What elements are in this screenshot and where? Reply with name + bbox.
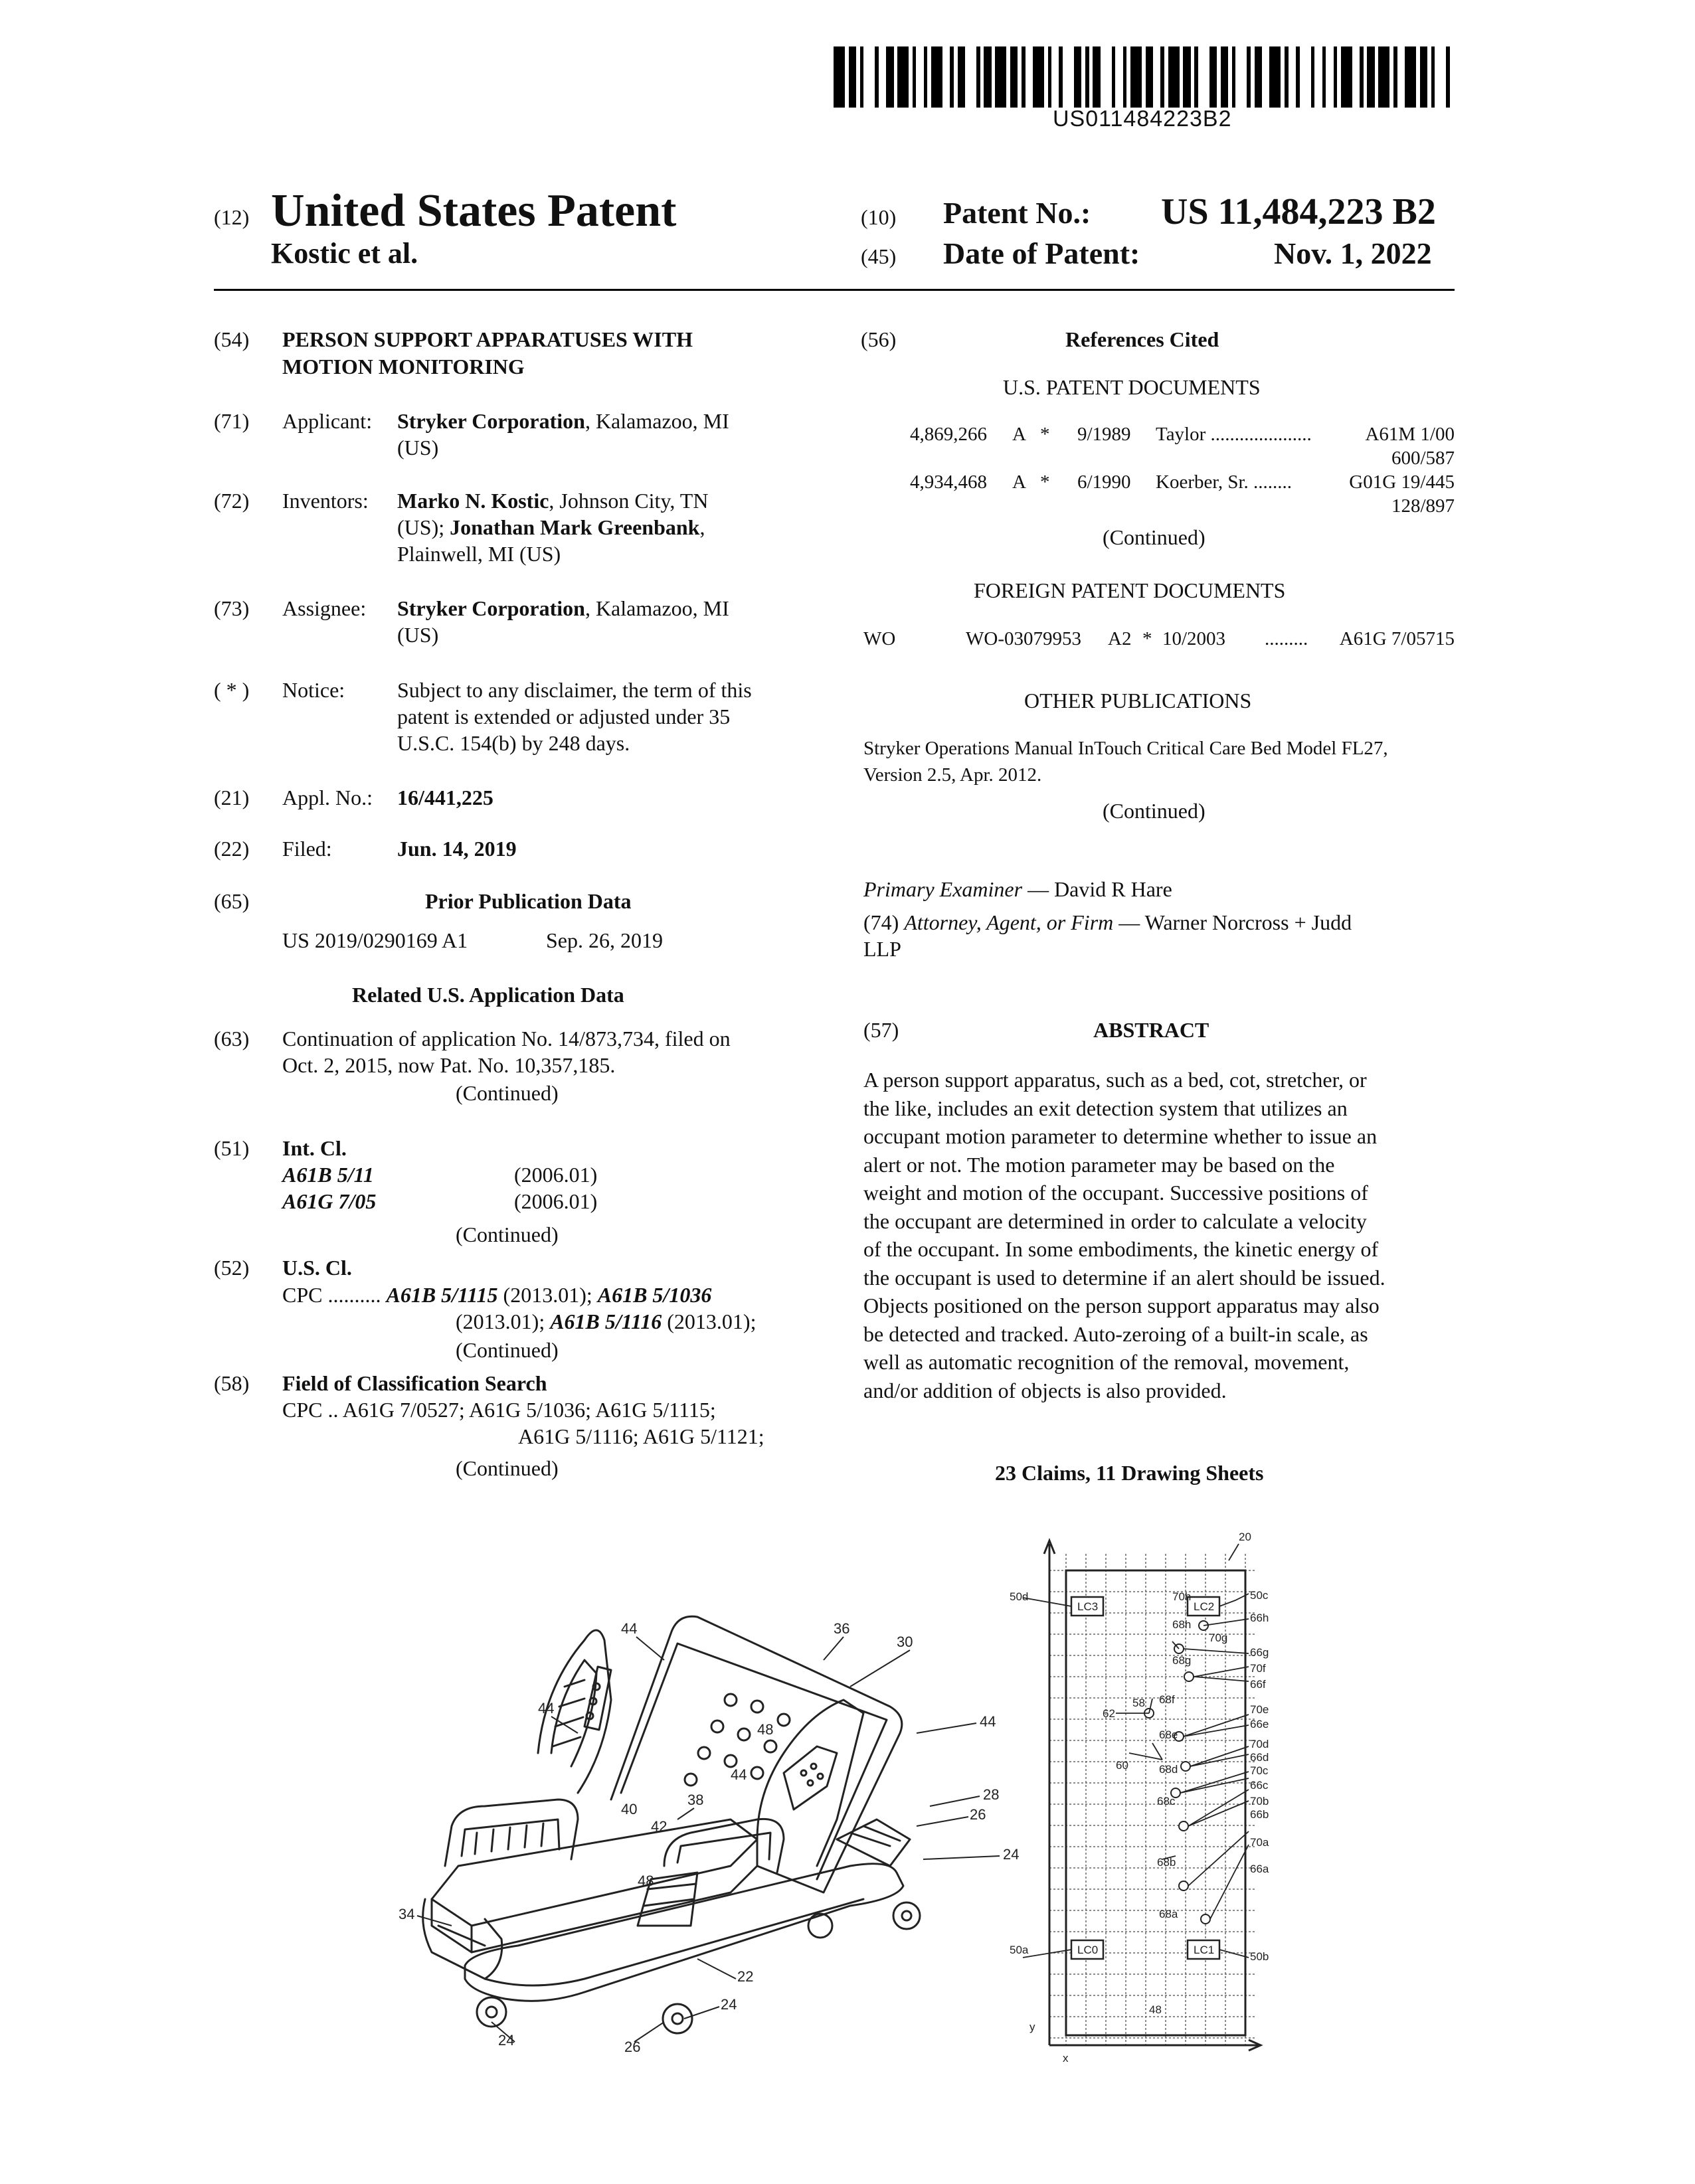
barcode-bar <box>931 46 942 108</box>
grid-label: 50d <box>1010 1590 1029 1603</box>
inventor-1: Marko N. Kostic, Johnson City, TN <box>397 489 709 513</box>
barcode-bar <box>879 46 886 108</box>
field-21-code: (21) <box>214 786 250 809</box>
inventor-2: (US); Jonathan Mark Greenbank, <box>397 515 705 539</box>
grid-label: 70f <box>1250 1662 1266 1675</box>
code-12: (12) <box>214 205 250 229</box>
grid-label: 20 <box>1239 1531 1251 1543</box>
appl-no-label: Appl. No.: <box>282 786 373 809</box>
filed-value: Jun. 14, 2019 <box>397 837 517 861</box>
field-51-code: (51) <box>214 1136 250 1160</box>
us-docs-continued: (Continued) <box>1103 525 1205 549</box>
barcode-bar <box>984 46 991 108</box>
barcode-bar <box>1101 46 1112 108</box>
bed-label: 44 <box>538 1700 555 1717</box>
continuation-line-1: Continuation of application No. 14/873,734, filed on <box>282 1027 731 1050</box>
grid-label: 66a <box>1250 1863 1269 1875</box>
filed-label: Filed: <box>282 837 332 861</box>
bed-label: 42 <box>651 1818 668 1835</box>
field-search-continued: (Continued) <box>456 1456 559 1480</box>
grid-label: 70a <box>1250 1836 1269 1849</box>
field-22-code: (22) <box>214 837 250 861</box>
barcode-bar <box>965 46 976 108</box>
barcode-bar <box>958 46 965 108</box>
load-cell-label: LC2 <box>1194 1600 1215 1613</box>
us-doc-row-2: 4,934,468 A * 6/1990 Koerber, Sr. ........ G01G 19/445 128/897 <box>910 471 1455 517</box>
grid-label: 68e <box>1159 1728 1178 1741</box>
bed-label: 48 <box>757 1721 774 1738</box>
barcode-bar <box>1450 46 1457 108</box>
barcode-bar <box>1221 46 1228 108</box>
barcode-bar <box>1420 46 1427 108</box>
field-73-code: (73) <box>214 596 250 620</box>
us-cl-line-1: CPC .......... A61B 5/1115 (2013.01); A61B 5/1036 <box>282 1283 712 1307</box>
barcode-bar <box>942 46 950 108</box>
barcode-bar <box>1255 46 1262 108</box>
abstract-line: alert or not. The motion parameter may be based on the <box>863 1152 1335 1177</box>
bed-label: 40 <box>621 1801 638 1817</box>
abstract-line: the like, includes an exit detection system that utilizes an <box>863 1096 1348 1120</box>
bed-label: 34 <box>399 1906 415 1922</box>
barcode-bar <box>1209 46 1217 108</box>
bed-label: 44 <box>980 1713 996 1730</box>
field-72-code: (72) <box>214 489 250 513</box>
abstract-line: the occupant is used to determine if an alert should be issued. <box>863 1265 1385 1290</box>
barcode-bar <box>849 46 856 108</box>
barcode-bar <box>1300 46 1311 108</box>
bed-label: 36 <box>834 1620 850 1637</box>
notice-code: ( * ) <box>214 678 250 702</box>
bed-label: 26 <box>970 1806 986 1823</box>
field-63-code: (63) <box>214 1027 250 1050</box>
load-cell-label: LC1 <box>1194 1944 1215 1956</box>
axis-label-y: y <box>1029 2021 1035 2033</box>
barcode-bar <box>863 46 875 108</box>
bed-label: 24 <box>498 2032 515 2049</box>
abstract-line: the occupant are determined in order to calculate a velocity <box>863 1209 1367 1233</box>
barcode-bar <box>1026 46 1033 108</box>
other-publication-line-1: Stryker Operations Manual InTouch Critical Care Bed Model FL27, <box>863 738 1388 759</box>
grid-label: 68a <box>1159 1908 1178 1920</box>
barcode-bar <box>1378 46 1389 108</box>
int-cl-2-date: (2006.01) <box>514 1189 598 1213</box>
barcode-number: US011484223B2 <box>1053 106 1232 131</box>
barcode-bar <box>1262 46 1269 108</box>
grid-label: 70b <box>1250 1795 1269 1807</box>
date-label: Date of Patent: <box>943 236 1140 270</box>
code-45: (45) <box>861 244 897 268</box>
grid-figure <box>1010 1514 1474 2085</box>
barcode-bar <box>1367 46 1374 108</box>
grid-label: 66c <box>1250 1779 1269 1792</box>
prior-publication-number: US 2019/0290169 A1 <box>282 928 468 952</box>
field-71-code: (71) <box>214 409 250 433</box>
barcode-bar <box>834 46 845 108</box>
barcode-bar <box>1115 46 1122 108</box>
inventors-short: Kostic et al. <box>271 237 418 270</box>
appl-no-value: 16/441,225 <box>397 786 493 809</box>
claims-summary: 23 Claims, 11 Drawing Sheets <box>995 1461 1264 1485</box>
barcode-bar <box>1074 46 1081 108</box>
prior-publication-heading: Prior Publication Data <box>425 889 632 913</box>
barcode-bar <box>897 46 909 108</box>
field-54-code: (54) <box>214 327 250 351</box>
int-cl-1-date: (2006.01) <box>514 1163 598 1187</box>
grid-label: 68b <box>1157 1856 1176 1869</box>
us-docs-heading: U.S. PATENT DOCUMENTS <box>1003 375 1261 399</box>
attorney-line-1: (74) Attorney, Agent, or Firm — Warner Norcross + Judd <box>863 910 1352 934</box>
field-52-code: (52) <box>214 1256 250 1280</box>
barcode-bar <box>1010 46 1018 108</box>
barcode-bar <box>1093 46 1100 108</box>
bed-label: 28 <box>983 1786 1000 1803</box>
grid-label: 62 <box>1103 1707 1115 1720</box>
grid-label: 68g <box>1172 1654 1192 1667</box>
assignee-value: Stryker Corporation, Kalamazoo, MI <box>397 596 729 620</box>
field-57-code: (57) <box>863 1018 899 1042</box>
us-cl-label: U.S. Cl. <box>282 1256 352 1280</box>
primary-examiner: Primary Examiner — David R Hare <box>863 877 1172 901</box>
grid-label: 66f <box>1250 1678 1266 1691</box>
abstract-line: and/or addition of objects is also provided. <box>863 1378 1227 1402</box>
grid-label: 70c <box>1250 1764 1269 1777</box>
barcode-bar <box>1183 46 1190 108</box>
barcode-bar <box>1130 46 1142 108</box>
applicant-label: Applicant: <box>282 409 373 433</box>
applicant-value: Stryker Corporation, Kalamazoo, MI <box>397 409 729 433</box>
attorney-line-2: LLP <box>863 937 901 961</box>
notice-line-1: Subject to any disclaimer, the term of this <box>397 678 752 702</box>
barcode <box>834 46 1458 108</box>
title-line-1: PERSON SUPPORT APPARATUSES WITH <box>282 327 693 351</box>
grid-label: 70h <box>1172 1590 1192 1603</box>
barcode-bar <box>1153 46 1160 108</box>
load-cell-label: LC3 <box>1077 1600 1099 1613</box>
grid-label: 66b <box>1250 1808 1269 1821</box>
patent-number: US 11,484,223 B2 <box>1161 191 1436 232</box>
abstract-line: weight and motion of the occupant. Successive positions of <box>863 1181 1368 1205</box>
grid-label: 50a <box>1010 1944 1029 1956</box>
axis-label-x: x <box>1063 2052 1069 2064</box>
grid-label: 66e <box>1250 1718 1269 1730</box>
field-56-code: (56) <box>861 327 897 351</box>
barcode-bar <box>995 46 1006 108</box>
grid-label: 68h <box>1172 1618 1192 1631</box>
barcode-bar <box>1341 46 1352 108</box>
grid-label: 70g <box>1209 1632 1228 1644</box>
int-cl-label: Int. Cl. <box>282 1136 347 1160</box>
inventors-label: Inventors: <box>282 489 369 513</box>
barcode-bar <box>1198 46 1209 108</box>
grid-label: 60 <box>1116 1759 1128 1772</box>
barcode-bar <box>1326 46 1333 108</box>
bed-label: 38 <box>687 1792 704 1808</box>
continuation-line-2: Oct. 2, 2015, now Pat. No. 10,357,185. <box>282 1053 616 1077</box>
bed-label: 26 <box>624 2039 641 2055</box>
barcode-bar <box>1314 46 1322 108</box>
patent-date: Nov. 1, 2022 <box>1274 236 1432 270</box>
barcode-bar <box>1397 46 1405 108</box>
bed-label: 22 <box>737 1968 754 1985</box>
abstract-line: of the occupant. In some embodiments, the kinetic energy of <box>863 1237 1379 1261</box>
int-cl-1: A61B 5/11 <box>282 1163 374 1187</box>
barcode-bar <box>1435 46 1446 108</box>
inventor-2-location: Plainwell, MI (US) <box>397 542 561 566</box>
grid-label: 58 <box>1132 1697 1145 1709</box>
abstract-line: be detected and tracked. Auto-zeroing of a built-in scale, as <box>863 1321 1368 1346</box>
assignee-label: Assignee: <box>282 596 367 620</box>
bed-figure <box>385 1554 1063 2058</box>
bed-label: 44 <box>731 1766 747 1783</box>
grid-lines <box>1049 1554 1255 2045</box>
barcode-bar <box>916 46 923 108</box>
bed-label: 44 <box>621 1620 638 1637</box>
bed-label: 24 <box>721 1996 737 2013</box>
barcode-bar <box>886 46 893 108</box>
patent-no-label: Patent No.: <box>943 196 1091 230</box>
barcode-bar <box>1405 46 1416 108</box>
int-cl-continued: (Continued) <box>456 1222 559 1246</box>
grid-label: 66d <box>1250 1751 1269 1764</box>
barcode-bar <box>1235 46 1247 108</box>
bed-label: 24 <box>1003 1846 1020 1863</box>
grid-label: 50c <box>1250 1589 1269 1602</box>
load-cell-label: LC0 <box>1077 1944 1099 1956</box>
field-search-line-1: CPC .. A61G 7/0527; A61G 5/1036; A61G 5/1115; <box>282 1398 716 1422</box>
bed-label: 48 <box>638 1873 654 1889</box>
grid-label: 68d <box>1159 1763 1178 1776</box>
barcode-bar <box>1051 46 1059 108</box>
grid-label: 48 <box>1149 2003 1162 2016</box>
title-line-2: MOTION MONITORING <box>282 355 525 378</box>
grid-label: 68c <box>1157 1795 1176 1807</box>
notice-line-3: U.S.C. 154(b) by 248 days. <box>397 731 630 755</box>
applicant-country: (US) <box>397 436 439 460</box>
header-rule <box>214 289 1455 291</box>
barcode-bar <box>1168 46 1180 108</box>
barcode-bar <box>1146 46 1153 108</box>
other-publications-continued: (Continued) <box>1103 799 1205 823</box>
grid-label: 66h <box>1250 1612 1269 1624</box>
abstract-line: well as automatic recognition of the removal, movement, <box>863 1350 1350 1374</box>
other-publications-heading: OTHER PUBLICATIONS <box>1024 689 1252 713</box>
int-cl-2: A61G 7/05 <box>282 1189 377 1213</box>
prior-publication-date: Sep. 26, 2019 <box>546 928 663 952</box>
barcode-bar <box>1289 46 1296 108</box>
assignee-country: (US) <box>397 623 439 647</box>
grid-label: 66g <box>1250 1646 1269 1659</box>
abstract-line: occupant motion parameter to determine whether to issue an <box>863 1124 1378 1148</box>
notice-label: Notice: <box>282 678 345 702</box>
abstract-line: A person support apparatus, such as a bed, cot, stretcher, or <box>863 1068 1367 1092</box>
foreign-docs-heading: FOREIGN PATENT DOCUMENTS <box>974 578 1286 602</box>
barcode-bar <box>1269 46 1281 108</box>
barcode-bar <box>1033 46 1044 108</box>
continuation-continued: (Continued) <box>456 1081 559 1105</box>
references-heading: References Cited <box>1065 327 1219 351</box>
other-publication-line-2: Version 2.5, Apr. 2012. <box>863 764 1042 786</box>
grid-label: 68f <box>1159 1693 1175 1706</box>
abstract-body <box>863 1066 1455 1404</box>
code-10: (10) <box>861 205 897 229</box>
grid-label: 50b <box>1250 1950 1269 1963</box>
abstract-line: Objects positioned on the person support apparatus may also <box>863 1294 1380 1317</box>
notice-line-2: patent is extended or adjusted under 35 <box>397 705 731 728</box>
related-data-heading: Related U.S. Application Data <box>352 983 624 1007</box>
us-cl-continued: (Continued) <box>456 1338 559 1362</box>
grid-label: 70e <box>1250 1703 1269 1716</box>
barcode-bar <box>1352 46 1360 108</box>
field-search-line-2: A61G 5/1116; A61G 5/1121; <box>518 1424 764 1448</box>
us-cl-line-2: (2013.01); A61B 5/1116 (2013.01); <box>456 1309 757 1333</box>
barcode-bar <box>1063 46 1074 108</box>
patent-title: United States Patent <box>271 185 677 236</box>
grid-label: 70d <box>1250 1738 1269 1750</box>
foreign-doc-row: WO WO-03079953 A2 * 10/2003 ......... A61G 7/05715 <box>863 628 1455 649</box>
field-58-code: (58) <box>214 1371 250 1395</box>
bed-label: 30 <box>897 1634 913 1650</box>
field-65-code: (65) <box>214 889 250 913</box>
us-doc-row-1: 4,869,266 A * 9/1989 Taylor ..................... A61M 1/00 600/587 <box>910 424 1455 469</box>
abstract-heading: ABSTRACT <box>1093 1018 1209 1042</box>
field-search-label: Field of Classification Search <box>282 1371 547 1395</box>
